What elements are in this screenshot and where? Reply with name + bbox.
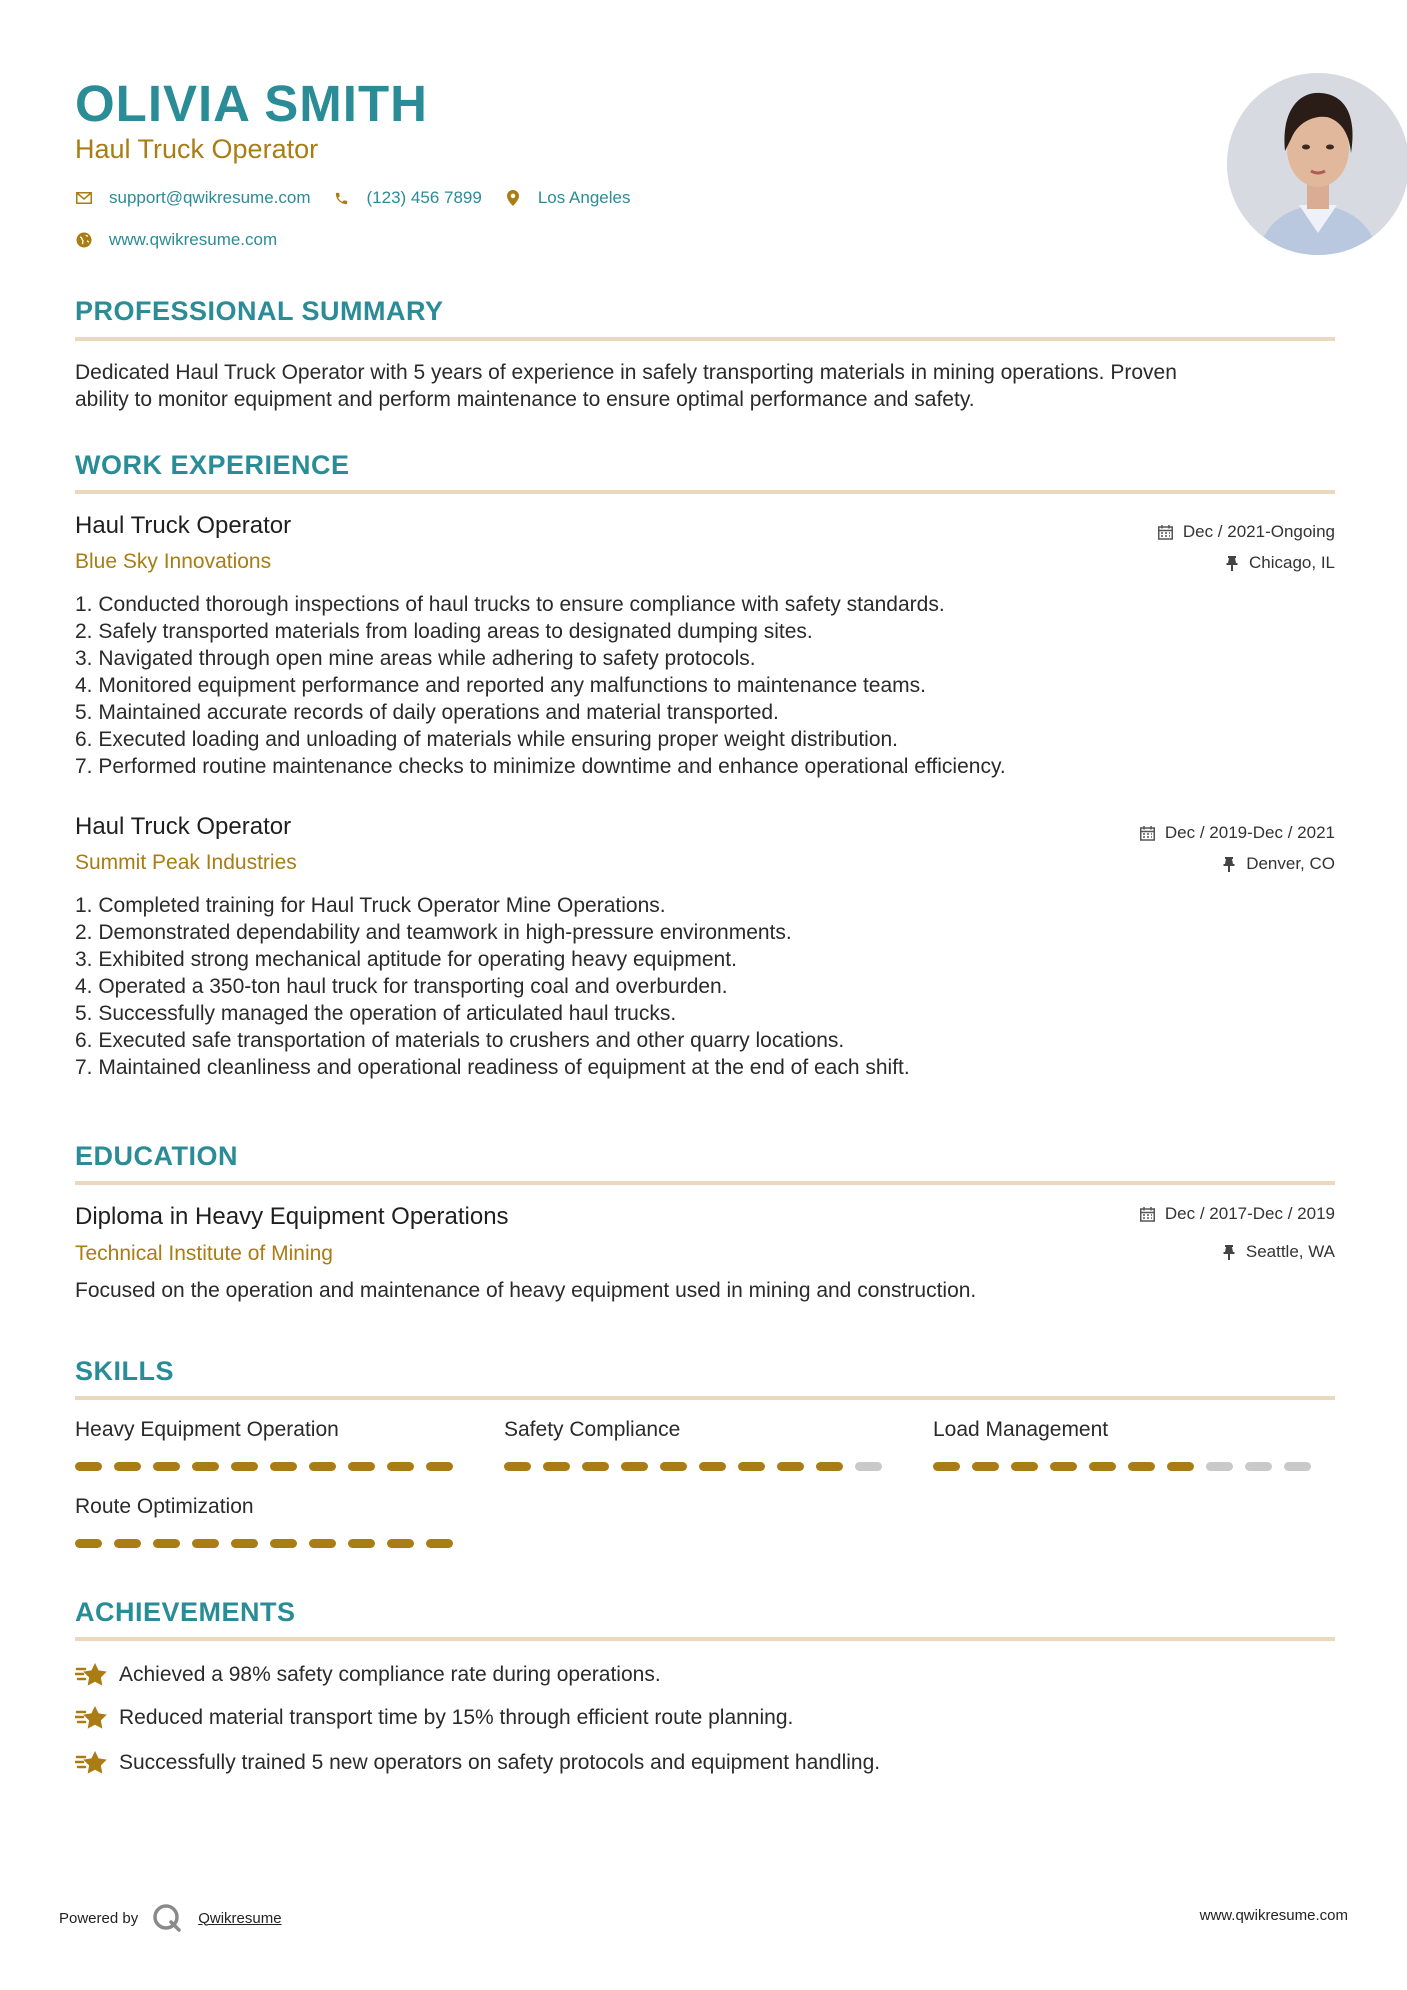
skill-dash-filled xyxy=(348,1462,375,1471)
education-dates-text: Dec / 2017-Dec / 2019 xyxy=(1164,1204,1335,1223)
list-item: 5. Maintained accurate records of daily operations and material transported. xyxy=(75,701,779,724)
skill-dash-filled xyxy=(1167,1462,1194,1471)
skill-dash-filled xyxy=(738,1462,765,1471)
skill-dash-filled xyxy=(777,1462,804,1471)
location-text: Los Angeles xyxy=(537,188,631,207)
achievement-item xyxy=(75,1703,793,1733)
skill-dash-filled xyxy=(972,1462,999,1471)
list-item: 2. Safely transported materials from loading areas to designated dumping sites. xyxy=(75,620,813,643)
candidate-name: OLIVIA SMITH xyxy=(75,75,428,132)
calendar-icon xyxy=(1140,1206,1156,1222)
star-award-icon xyxy=(75,1703,109,1733)
skill-dash-filled xyxy=(426,1539,453,1548)
profile-photo xyxy=(1227,73,1407,255)
list-item: 1. Conducted thorough inspections of haul trucks to ensure compliance with safety standards. xyxy=(75,593,945,616)
education-dates xyxy=(1140,1204,1335,1224)
skill-name: Safety Compliance xyxy=(504,1418,681,1441)
skills-divider xyxy=(75,1396,1335,1400)
achievement-item xyxy=(75,1660,661,1690)
list-item: 3. Navigated through open mine areas while adhering to safety protocols. xyxy=(75,647,756,670)
skill-dash-filled xyxy=(309,1462,336,1471)
skill-dash-filled xyxy=(1089,1462,1116,1471)
job-1-role: Haul Truck Operator xyxy=(75,512,292,539)
list-item: 5. Successfully managed the operation of articulated haul trucks. xyxy=(75,1002,677,1025)
job-2-bullets xyxy=(75,892,910,1081)
job-2-dates xyxy=(1140,823,1335,843)
contact-website[interactable] xyxy=(75,230,277,250)
contact-row-1 xyxy=(75,188,652,208)
job-2-company: Summit Peak Industries xyxy=(75,851,297,874)
skill-dash-filled xyxy=(270,1462,297,1471)
contact-email[interactable] xyxy=(75,188,311,208)
calendar-icon xyxy=(1140,825,1156,841)
skill-dash-empty xyxy=(1245,1462,1272,1471)
skill-dash-filled xyxy=(387,1462,414,1471)
skill-dash-filled xyxy=(1128,1462,1155,1471)
contact-phone[interactable] xyxy=(333,188,482,208)
skill-item xyxy=(504,1418,884,1442)
skill-dash-filled xyxy=(114,1462,141,1471)
pushpin-icon xyxy=(1221,856,1237,872)
globe-icon xyxy=(75,231,93,249)
footer-powered-by xyxy=(59,1902,282,1934)
skill-dash-filled xyxy=(348,1539,375,1548)
skill-dash-filled xyxy=(114,1539,141,1548)
summary-divider xyxy=(75,337,1335,341)
powered-by-label: Powered by xyxy=(59,1909,139,1927)
skill-dash-filled xyxy=(387,1539,414,1548)
skill-dash-filled xyxy=(816,1462,843,1471)
qwikresume-link[interactable]: Qwikresume xyxy=(198,1909,282,1927)
star-award-icon xyxy=(75,1660,109,1690)
achievement-text: Successfully trained 5 new operators on safety protocols and equipment handling. xyxy=(119,1751,881,1774)
website-text: www.qwikresume.com xyxy=(109,230,278,249)
job-2-location xyxy=(1221,854,1335,874)
skill-level-bar xyxy=(75,1462,465,1471)
list-item: 7. Performed routine maintenance checks to minimize downtime and enhance operational efficiency. xyxy=(75,755,1006,778)
education-location xyxy=(1221,1242,1335,1262)
job-2-role: Haul Truck Operator xyxy=(75,813,292,840)
skill-dash-filled xyxy=(231,1539,258,1548)
phone-icon xyxy=(333,189,351,207)
education-description: Focused on the operation and maintenance of heavy equipment used in mining and construction. xyxy=(75,1279,977,1302)
education-degree: Diploma in Heavy Equipment Operations xyxy=(75,1203,509,1230)
list-item: 6. Executed loading and unloading of materials while ensuring proper weight distribution. xyxy=(75,728,899,751)
skill-dash-filled xyxy=(270,1539,297,1548)
map-pin-icon xyxy=(504,189,522,207)
envelope-icon xyxy=(75,189,93,207)
education-heading: EDUCATION xyxy=(75,1141,238,1171)
achievement-text: Achieved a 98% safety compliance rate during operations. xyxy=(119,1663,661,1686)
education-divider xyxy=(75,1181,1335,1185)
list-item: 2. Demonstrated dependability and teamwork in high-pressure environments. xyxy=(75,921,792,944)
star-award-icon xyxy=(75,1748,109,1778)
skill-dash-filled xyxy=(933,1462,960,1471)
summary-line-2: ability to monitor equipment and perform maintenance to ensure optimal performance and safety. xyxy=(75,388,975,411)
skill-dash-filled xyxy=(543,1462,570,1471)
calendar-icon xyxy=(1158,524,1174,540)
contact-row-2 xyxy=(75,230,299,250)
skill-level-bar xyxy=(504,1462,894,1471)
skill-dash-filled xyxy=(504,1462,531,1471)
email-text: support@qwikresume.com xyxy=(109,188,311,207)
phone-text: (123) 456 7899 xyxy=(366,188,482,207)
skill-dash-filled xyxy=(153,1462,180,1471)
skill-dash-empty xyxy=(1284,1462,1311,1471)
education-school: Technical Institute of Mining xyxy=(75,1242,333,1265)
job-1-dates-text: Dec / 2021-Ongoing xyxy=(1182,522,1335,541)
summary-text xyxy=(75,359,1335,413)
job-1-location-text: Chicago, IL xyxy=(1249,553,1335,572)
skill-dash-filled xyxy=(621,1462,648,1471)
pushpin-icon xyxy=(1224,555,1240,571)
job-1-dates xyxy=(1158,522,1335,542)
skill-item xyxy=(75,1418,455,1442)
skill-level-bar xyxy=(75,1539,465,1548)
list-item: 4. Operated a 350-ton haul truck for transporting coal and overburden. xyxy=(75,975,728,998)
skill-name: Load Management xyxy=(933,1418,1109,1441)
skill-dash-filled xyxy=(660,1462,687,1471)
job-2-dates-text: Dec / 2019-Dec / 2021 xyxy=(1164,823,1335,842)
skills-heading: SKILLS xyxy=(75,1356,175,1386)
achievements-heading: ACHIEVEMENTS xyxy=(75,1597,296,1627)
candidate-title: Haul Truck Operator xyxy=(75,134,319,164)
footer-url[interactable]: www.qwikresume.com xyxy=(1199,1907,1348,1924)
experience-heading: WORK EXPERIENCE xyxy=(75,450,350,480)
skill-dash-filled xyxy=(192,1462,219,1471)
skill-item xyxy=(75,1495,455,1519)
list-item: 6. Executed safe transportation of materials to crushers and other quarry locations. xyxy=(75,1029,845,1052)
skill-dash-filled xyxy=(75,1462,102,1471)
skill-dash-filled xyxy=(1050,1462,1077,1471)
list-item: 1. Completed training for Haul Truck Operator Mine Operations. xyxy=(75,894,666,917)
list-item: 3. Exhibited strong mechanical aptitude for operating heavy equipment. xyxy=(75,948,737,971)
skill-dash-empty xyxy=(1206,1462,1233,1471)
achievement-text: Reduced material transport time by 15% through efficient route planning. xyxy=(119,1706,794,1729)
job-1-location xyxy=(1224,553,1335,573)
profile-photo-image xyxy=(1227,73,1407,255)
job-2-location-text: Denver, CO xyxy=(1246,854,1335,873)
skill-dash-filled xyxy=(699,1462,726,1471)
skill-name: Route Optimization xyxy=(75,1495,254,1518)
skill-dash-filled xyxy=(426,1462,453,1471)
job-1-company: Blue Sky Innovations xyxy=(75,550,272,573)
skill-dash-filled xyxy=(192,1539,219,1548)
skill-dash-empty xyxy=(855,1462,882,1471)
experience-divider xyxy=(75,490,1335,494)
summary-heading: PROFESSIONAL SUMMARY xyxy=(75,296,444,326)
achievements-divider xyxy=(75,1637,1335,1641)
skill-item xyxy=(933,1418,1313,1442)
skill-dash-filled xyxy=(75,1539,102,1548)
contact-location xyxy=(504,188,631,208)
skill-dash-filled xyxy=(153,1539,180,1548)
job-1-bullets xyxy=(75,591,1006,780)
achievement-item xyxy=(75,1748,880,1778)
list-item: 4. Monitored equipment performance and reported any malfunctions to maintenance teams. xyxy=(75,674,926,697)
pushpin-icon xyxy=(1221,1244,1237,1260)
skill-dash-filled xyxy=(231,1462,258,1471)
summary-line-1: Dedicated Haul Truck Operator with 5 years of experience in safely transporting materials in mining operations. Proven xyxy=(75,361,1177,384)
skill-level-bar xyxy=(933,1462,1323,1471)
skill-dash-filled xyxy=(1011,1462,1038,1471)
skill-name: Heavy Equipment Operation xyxy=(75,1418,339,1441)
list-item: 7. Maintained cleanliness and operational readiness of equipment at the end of each shift. xyxy=(75,1056,910,1079)
qwikresume-logo-icon xyxy=(152,1902,184,1934)
education-location-text: Seattle, WA xyxy=(1245,1242,1335,1261)
skill-dash-filled xyxy=(309,1539,336,1548)
skill-dash-filled xyxy=(582,1462,609,1471)
